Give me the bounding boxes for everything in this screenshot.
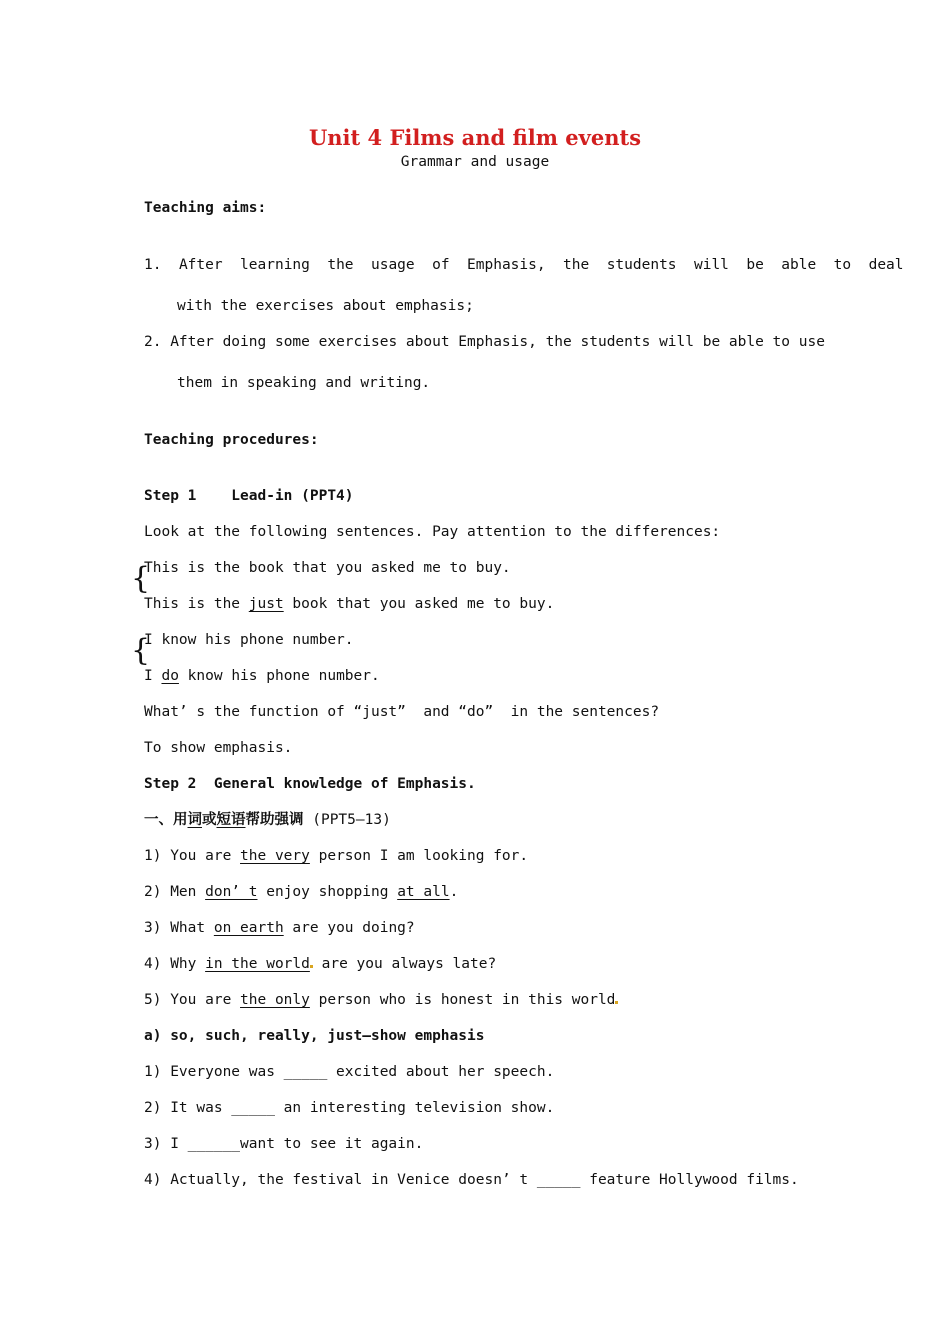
emphasis-phrase: at all (397, 884, 450, 900)
document-title: Unit 4 Films and film events (308, 125, 642, 150)
edit-mark-icon (615, 1001, 618, 1004)
step1-answer: To show emphasis. (144, 740, 293, 756)
text-segment: I (144, 668, 162, 684)
aim-number: 1. (144, 257, 162, 273)
text-segment: 5) You are (144, 992, 241, 1008)
step1-question: What’ s the function of “just” and “do” in the sentences? (144, 704, 660, 720)
emphasis-phrase: don’ t (205, 884, 258, 900)
example-4 (144, 954, 496, 974)
ppt-reference: (PPT5—13) (303, 812, 391, 828)
text-segment: are you doing? (283, 920, 415, 936)
emphasis-phrase: in the world (205, 956, 310, 972)
pair1-sentence-b (144, 594, 554, 614)
text-segment: are you always late? (312, 956, 497, 972)
text-segment: 词 (187, 812, 202, 828)
aim-number: 2. (144, 334, 162, 350)
example-2 (144, 882, 458, 902)
text-segment: person who is honest in this world (309, 992, 616, 1008)
text-segment: This is the (144, 596, 249, 612)
exercise-1: 1) Everyone was _____ excited about her speech. (144, 1064, 555, 1080)
exercise-3: 3) I ______want to see it again. (144, 1136, 424, 1152)
text-segment: 3) What (144, 920, 214, 936)
text-segment: enjoy shopping (257, 884, 398, 900)
text-segment: know his phone number. (178, 668, 380, 684)
text-segment: person I am looking for. (309, 848, 529, 864)
example-3 (144, 918, 415, 938)
teaching-aims-heading: Teaching aims: (144, 200, 267, 216)
text-segment: 1) You are (144, 848, 241, 864)
section1-heading (144, 810, 391, 830)
example-5 (144, 990, 618, 1010)
pair2-sentence-b (144, 666, 380, 686)
document-subtitle: Grammar and usage (400, 154, 550, 170)
text-segment: 短语 (216, 812, 246, 828)
pair1-sentence-a: This is the book that you asked me to buy. (144, 560, 511, 576)
emphasis-word: do (161, 668, 179, 684)
aim-text: After learning the usage of Emphasis, the students will be able to deal (178, 257, 904, 273)
aim-item-1 (144, 255, 904, 275)
subsection-a-heading: a) so, such, really, just—show emphasis (144, 1028, 485, 1044)
text-segment: . (449, 884, 459, 900)
aim-item-2-cont: them in speaking and writing. (177, 375, 431, 391)
text-segment: 或 (202, 812, 217, 828)
pair2-sentence-a: I know his phone number. (144, 632, 354, 648)
teaching-procedures-heading: Teaching procedures: (144, 432, 319, 448)
aim-item-2 (144, 332, 825, 352)
text-segment: 帮助强调 (245, 812, 304, 828)
aim-item-1-cont: with the exercises about emphasis; (177, 298, 474, 314)
step2-heading: Step 2 General knowledge of Emphasis. (144, 776, 476, 792)
emphasis-phrase: the only (240, 992, 310, 1008)
brace-icon: { (131, 561, 151, 596)
aim-text: After doing some exercises about Emphasis, the students will be able to use (170, 334, 825, 350)
exercise-2: 2) It was _____ an interesting television show. (144, 1100, 555, 1116)
step1-intro: Look at the following sentences. Pay attention to the differences: (144, 524, 721, 540)
step1-heading: Step 1 Lead-in (PPT4) (144, 488, 354, 504)
example-1 (144, 846, 528, 866)
text-segment: book that you asked me to buy. (283, 596, 555, 612)
brace-icon: { (131, 633, 151, 668)
text-segment: 2) Men (144, 884, 206, 900)
emphasis-phrase: on earth (213, 920, 284, 936)
text-segment: 一、用 (144, 812, 188, 828)
exercise-4: 4) Actually, the festival in Venice doesn’ t _____ feature Hollywood films. (144, 1172, 799, 1188)
text-segment: 4) Why (144, 956, 206, 972)
emphasis-phrase: the very (240, 848, 310, 864)
emphasis-word: just (248, 596, 284, 612)
